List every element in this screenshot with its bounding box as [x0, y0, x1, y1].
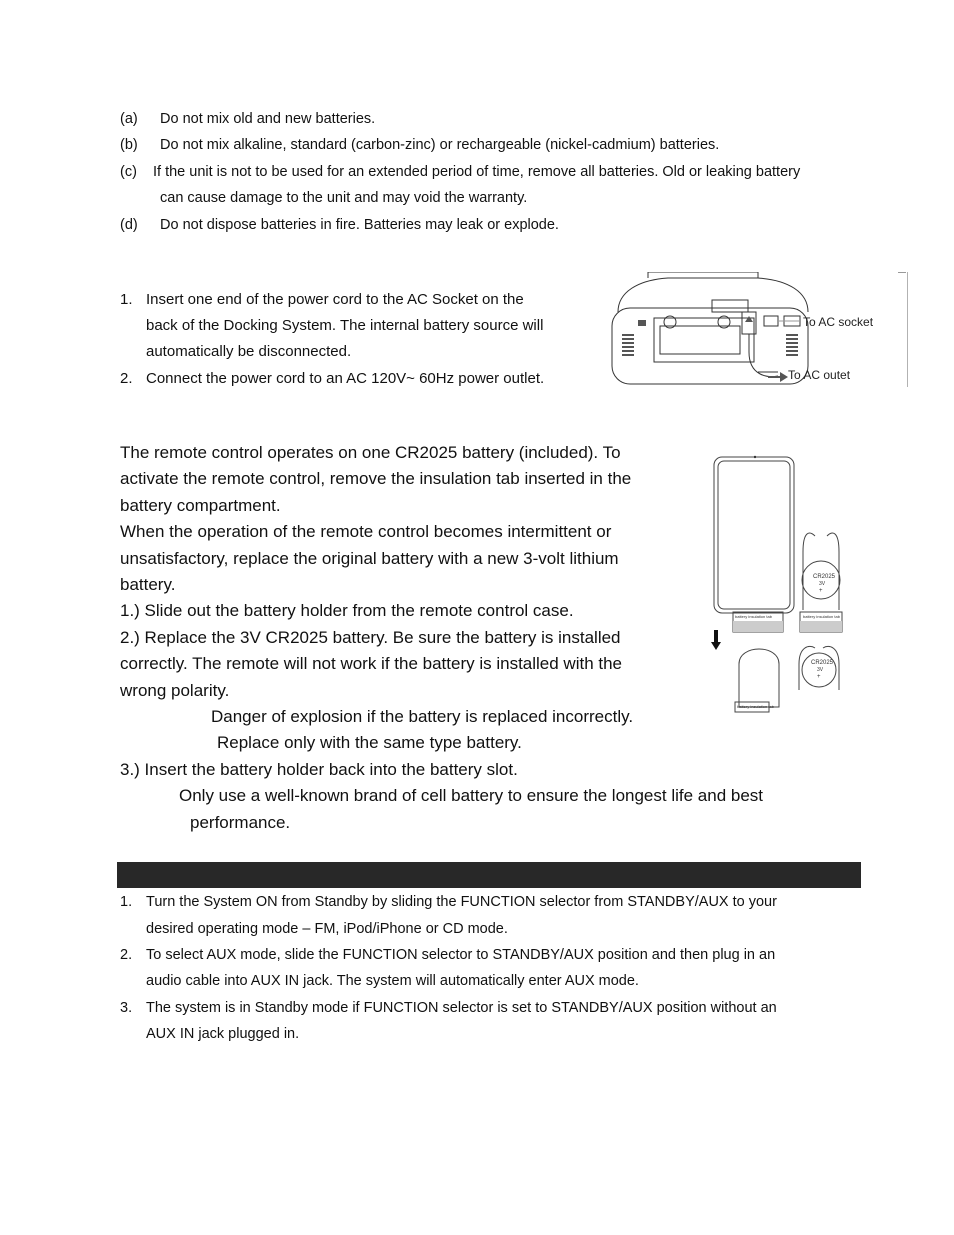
paragraph-line: activate the remote control, remove the insulation tab inserted in the: [120, 469, 632, 488]
figure-label-cell: CR2025: [811, 660, 834, 666]
paragraph-line: unsatisfactory, replace the original battery with a new 3-volt lithium: [120, 549, 619, 568]
paragraph-line: wrong polarity.: [120, 681, 230, 700]
note-line: Only use a well-known brand of cell battery to ensure the longest life and best: [179, 786, 764, 805]
paragraph-line: When the operation of the remote control becomes intermittent or: [120, 522, 612, 541]
step-line: To select AUX mode, slide the FUNCTION selector to STANDBY/AUX position and then plug in an: [146, 947, 776, 963]
paragraph-line: battery compartment.: [120, 496, 281, 515]
warning-line: Replace only with the same type battery.: [217, 733, 522, 752]
paragraph-line: 1.) Slide out the battery holder from the remote control case.: [120, 601, 574, 620]
figure-label-volt: 3V: [817, 667, 824, 673]
list-marker: (b): [120, 137, 138, 153]
paragraph-line: 3.) Insert the battery holder back into the battery slot.: [120, 760, 518, 779]
remote-battery-figure: [705, 452, 850, 717]
step-number: 1.: [120, 291, 133, 308]
step-line: The system is in Standby mode if FUNCTION selector is set to STANDBY/AUX position without an: [146, 1000, 777, 1016]
list-marker: (a): [120, 111, 138, 127]
paragraph-line: correctly. The remote will not work if the battery is installed with the: [120, 654, 623, 673]
step-line: Turn the System ON from Standby by sliding the FUNCTION selector from STANDBY/AUX to your: [146, 894, 777, 910]
step-line: audio cable into AUX IN jack. The system will automatically enter AUX mode.: [146, 973, 639, 989]
list-marker: (d): [120, 217, 138, 233]
figure-label-cell: CR2025: [813, 574, 836, 580]
list-marker: (c): [120, 164, 137, 180]
figure-label-battery-tab: battery insulation tab: [735, 614, 772, 619]
list-item: Do not mix old and new batteries.: [160, 111, 376, 127]
figure-label-plus: +: [819, 588, 823, 594]
figure-label-ac-outlet: To AC outet: [788, 368, 851, 382]
paragraph-line: battery.: [120, 575, 176, 594]
paragraph-line: The remote control operates on one CR2025 battery (included). To: [120, 443, 621, 462]
list-item: Do not mix alkaline, standard (carbon-zinc) or rechargeable (nickel-cadmium) batteries.: [160, 137, 720, 153]
paragraph-line: 2.) Replace the 3V CR2025 battery. Be sure the battery is installed: [120, 628, 621, 647]
step-number: 1.: [120, 894, 133, 910]
step-number: 2.: [120, 370, 133, 387]
section-heading-bar: [117, 862, 861, 888]
step-number: 3.: [120, 1000, 133, 1016]
list-item: Do not dispose batteries in fire. Batteries may leak or explode.: [160, 217, 559, 233]
step-line: back of the Docking System. The internal battery source will: [146, 317, 544, 334]
step-line: Insert one end of the power cord to the AC Socket on the: [146, 291, 524, 308]
figure-label-volt: 3V: [819, 581, 826, 587]
step-line: automatically be disconnected.: [146, 343, 352, 360]
docking-system-drawing: [608, 272, 908, 390]
list-item-continued: can cause damage to the unit and may void the warranty.: [160, 190, 528, 206]
figure-label-plus: +: [817, 674, 821, 680]
note-line: performance.: [190, 813, 291, 832]
step-line: desired operating mode – FM, iPod/iPhone or CD mode.: [146, 921, 508, 937]
remote-battery-drawing: [705, 452, 850, 717]
step-line: AUX IN jack plugged in.: [146, 1026, 300, 1042]
figure-label-battery-tab: battery insulation tab: [803, 614, 840, 619]
step-number: 2.: [120, 947, 133, 963]
list-item: If the unit is not to be used for an extended period of time, remove all batteries. Old or leaking battery: [153, 164, 801, 180]
figure-label-ac-socket: To AC socket: [803, 315, 874, 329]
step-line: Connect the power cord to an AC 120V~ 60Hz power outlet.: [146, 370, 545, 387]
figure-label-battery-tab: battery insulation tab: [737, 704, 774, 709]
docking-system-rear-figure: [608, 272, 908, 390]
warning-line: Danger of explosion if the battery is replaced incorrectly.: [211, 707, 634, 726]
